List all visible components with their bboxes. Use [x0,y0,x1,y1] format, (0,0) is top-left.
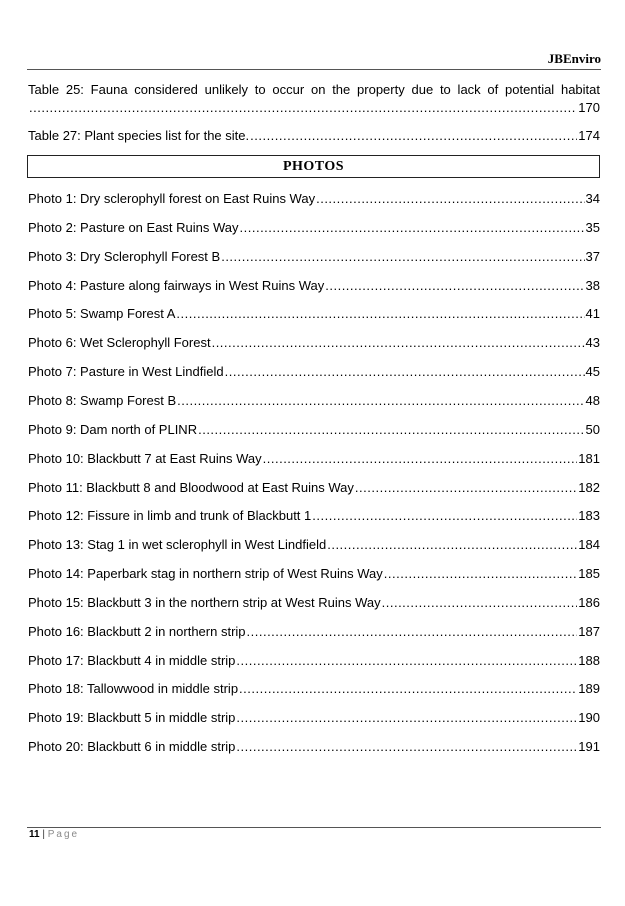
toc-entry-title: Photo 13: Stag 1 in wet sclerophyll in West Lindfield [28,537,327,553]
table-25-entry[interactable] [28,81,600,117]
dot-leader [250,127,577,145]
dot-leader [176,305,584,323]
page-number: 41 [585,306,600,322]
photo-entry[interactable] [28,363,600,381]
toc-entry-title: Photo 9: Dam north of PLINR [28,421,198,437]
dot-leader [325,277,584,295]
page-number: 48 [585,392,600,408]
dot-leader [198,421,584,439]
page-number: 50 [585,421,600,437]
page-number: 189 [578,681,600,697]
dot-leader [316,190,584,208]
photo-entry[interactable] [28,305,600,323]
page-number: 188 [578,652,600,668]
toc-entry-title: Photo 20: Blackbutt 6 in middle strip [28,739,236,755]
photo-entry[interactable] [28,738,600,756]
toc-entry-title: Photo 16: Blackbutt 2 in northern strip [28,623,246,639]
dot-leader [236,652,577,670]
toc-entry-title: Photo 4: Pasture along fairways in West Ruins Way [28,277,325,293]
footer-rule [27,827,601,828]
page-number: 38 [585,277,600,293]
dot-leader [239,680,577,698]
photo-entry[interactable] [28,623,600,641]
toc-entry-title: Photo 7: Pasture in West Lindfield [28,364,224,380]
toc-entry-title: Photo 3: Dry Sclerophyll Forest B [28,248,221,264]
dot-leader [221,248,584,266]
toc-entry-title: Photo 12: Fissure in limb and trunk of Blackbutt 1 [28,508,312,524]
toc-entry-title: Photo 10: Blackbutt 7 at East Ruins Way [28,450,262,466]
page-number: 43 [585,335,600,351]
photo-entry[interactable] [28,219,600,237]
photo-entry[interactable] [28,536,600,554]
photos-section-heading: PHOTOS [27,155,600,178]
photo-entry[interactable] [28,248,600,266]
page-number: 183 [578,508,600,524]
footer-page-word: Page [47,829,80,840]
toc-entry-title: Photo 14: Paperbark stag in northern strip of West Ruins Way [28,566,383,582]
photo-entry[interactable] [28,594,600,612]
dot-leader [384,565,578,583]
dot-leader [177,392,584,410]
toc-entry-title: Photo 18: Tallowwood in middle strip [28,681,239,697]
photo-entry[interactable] [28,565,600,583]
page-number: 181 [578,450,600,466]
footer-page-number: 11 [29,829,40,840]
photo-entry[interactable] [28,652,600,670]
photo-entry[interactable] [28,450,600,468]
photo-entry[interactable] [28,479,600,497]
photo-entry[interactable] [28,277,600,295]
page-number: 170 [578,100,600,115]
photo-entry[interactable] [28,680,600,698]
toc-entry-title: Photo 11: Blackbutt 8 and Bloodwood at East Ruins Way [28,479,354,495]
page-footer [29,829,79,840]
dot-leader [225,363,585,381]
photo-entry[interactable] [28,421,600,439]
header-rule [27,69,601,70]
page-number: 45 [585,364,600,380]
header-brand: JBEnviro [547,51,601,66]
dot-leader [263,450,578,468]
toc-entry-title: Table 27: Plant species list for the site. [28,128,250,143]
toc-entry-title: Photo 19: Blackbutt 5 in middle strip [28,710,236,726]
dot-leader [236,709,577,727]
photo-entry[interactable] [28,507,600,525]
footer-separator: | [42,829,45,840]
page-number: 184 [578,537,600,553]
table-27-entry[interactable] [28,127,600,145]
photo-entry[interactable] [28,334,600,352]
page-number: 186 [578,594,600,610]
page-number: 191 [578,739,600,755]
table-25-leader-line [28,99,600,117]
photo-entry[interactable] [28,709,600,727]
page-number: 35 [585,219,600,235]
dot-leader [382,594,578,612]
page-number: 185 [578,566,600,582]
page-number: 174 [578,128,600,143]
photo-entry[interactable] [28,190,600,208]
page-number: 34 [585,191,600,206]
dot-leader [312,507,577,525]
toc-entry-title: Photo 2: Pasture on East Ruins Way [28,219,239,235]
dot-leader [355,479,577,497]
photo-entry[interactable] [28,392,600,410]
page-number: 190 [578,710,600,726]
toc-entry-title: Photo 5: Swamp Forest A [28,306,176,322]
toc-entry-title: Photo 17: Blackbutt 4 in middle strip [28,652,236,668]
dot-leader [236,738,577,756]
page-number: 187 [578,623,600,639]
page-number: 182 [578,479,600,495]
table-25-title: Table 25: Fauna considered unlikely to occur on the property due to lack of potential habitat [28,82,600,97]
page-number: 37 [585,248,600,264]
dot-leader [240,219,585,237]
toc-entry-title: Photo 8: Swamp Forest B [28,392,177,408]
toc-entry-title: Photo 15: Blackbutt 3 in the northern strip at West Ruins Way [28,594,381,610]
toc-entry-title: Photo 6: Wet Sclerophyll Forest [28,335,211,351]
dot-leader [247,623,578,641]
dot-leader [212,334,585,352]
dot-leader [29,99,577,117]
toc-entry-title: Photo 1: Dry sclerophyll forest on East Ruins Way [28,191,316,206]
dot-leader [327,536,577,554]
